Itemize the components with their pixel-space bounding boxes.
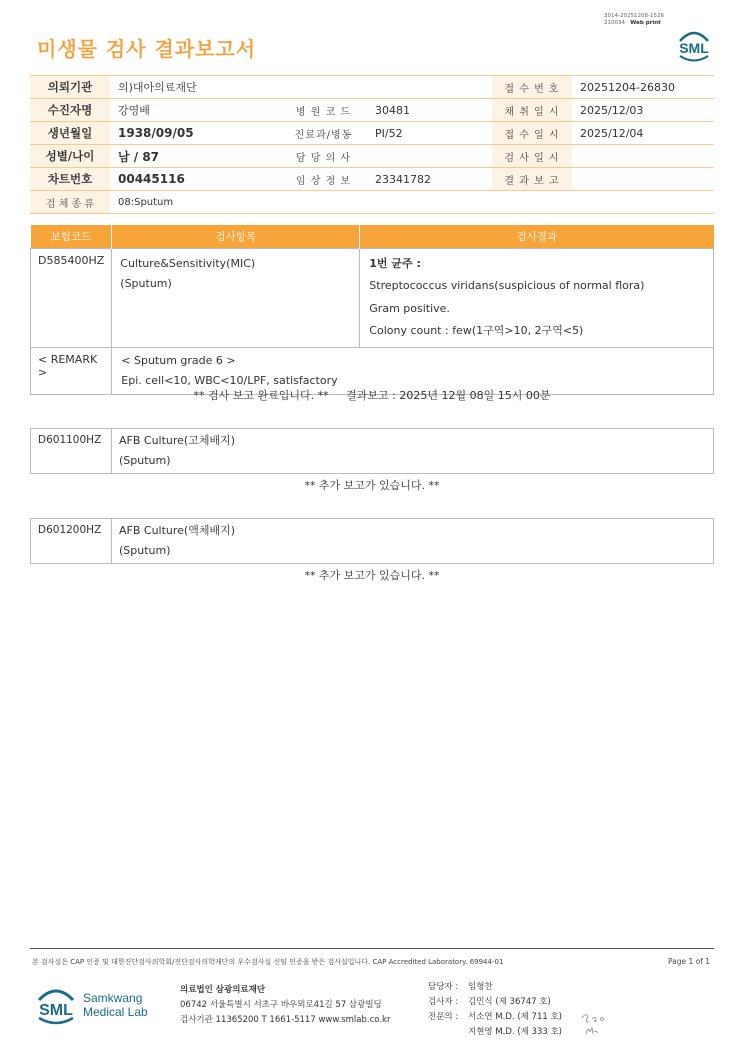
- value-hospital-code: 30481: [367, 99, 492, 122]
- logo-name2: Medical Lab: [83, 1005, 148, 1019]
- result-row: [31, 248, 714, 347]
- certification-text: 본 검사실은 CAP 인증 및 대한진단검사의학회/진단검사의학재단의 우수검사실 신임 인증을 받은 검사실입니다. CAP Accredited Laboratory. 69944-01: [32, 958, 504, 966]
- value-receipt-no: 20251204-26830: [572, 76, 714, 99]
- label-hospital-code: 병 원 코 드: [280, 99, 367, 122]
- result-organism: Streptococcus viridans(suspicious of normal flora): [369, 279, 645, 292]
- label-chart-no: 차트번호: [30, 168, 110, 191]
- staff-role: [428, 1025, 468, 1040]
- staff-name: 임형찬: [468, 982, 493, 992]
- sml-logo-icon: [674, 27, 714, 63]
- value-specimen-type: 08:Sputum: [110, 191, 714, 214]
- logo-text: SML: [679, 40, 709, 56]
- result-table: [30, 225, 714, 395]
- value-birth-date: 1938/09/05: [110, 122, 280, 145]
- result-strain: 1번 균주 :: [369, 256, 421, 270]
- value-patient-name: 강영배: [110, 99, 280, 122]
- afb-liquid-specimen: (Sputum): [119, 544, 171, 557]
- remark-detail: Epi. cell<10, WBC<10/LPF, satisfactory: [121, 373, 338, 387]
- label-test-date: 검 사 일 시: [492, 145, 572, 168]
- afb-liquid-item: AFB Culture(액체배지): [119, 524, 236, 537]
- value-sex-age: 남 / 87: [110, 145, 280, 168]
- staff-role: 검사자 :: [428, 997, 459, 1007]
- afb-liquid-note: ** 추가 보고가 있습니다. **: [304, 569, 440, 582]
- org-name: 의료법인 삼광의료재단: [180, 985, 266, 995]
- org-address: 06742 서울특별시 서초구 바우뫼로41길 57 삼광빌딩: [180, 1000, 382, 1010]
- value-clinical-info: 23341782: [367, 168, 492, 191]
- patient-info-table: [30, 75, 714, 214]
- org-contact: 검사기관 11365200 T 1661-5117 www.smlab.co.kr: [180, 1015, 391, 1025]
- label-doctor: 담 당 의 사: [280, 145, 367, 168]
- label-requester: 의뢰기관: [30, 76, 110, 99]
- label-collection-date: 채 취 일 시: [492, 99, 572, 122]
- label-result-report: 결 과 보 고: [492, 168, 572, 191]
- meta-line1: 3014-20251208-1526: [604, 13, 664, 19]
- label-patient-name: 수진자명: [30, 99, 110, 122]
- svg-text:SML: SML: [39, 1002, 73, 1019]
- top-meta: [604, 13, 664, 26]
- logo-name1: Samkwang: [83, 991, 143, 1005]
- samkwang-logo-icon: [36, 980, 156, 1028]
- result-value: [360, 248, 714, 347]
- afb-solid-specimen: (Sputum): [119, 454, 171, 467]
- staff-row: [428, 980, 562, 995]
- label-specimen-type: 검 체 종 류: [30, 191, 110, 214]
- value-doctor: [367, 145, 492, 168]
- value-receipt-date: 2025/12/04: [572, 122, 714, 145]
- signature-icon: [578, 1008, 618, 1038]
- label-clinical-info: 임 상 정 보: [280, 168, 367, 191]
- label-dept-ward: 진료과/병동: [280, 122, 367, 145]
- meta-line2: 210034: [604, 19, 625, 26]
- result-item-specimen: (Sputum): [120, 276, 172, 290]
- staff-role: 전문의 :: [428, 1012, 459, 1022]
- value-chart-no: 00445116: [110, 168, 280, 191]
- report-title: 미생물 검사 결과보고서: [37, 37, 257, 61]
- afb-liquid-code: D601200HZ: [38, 524, 102, 536]
- value-collection-date: 2025/12/03: [572, 99, 714, 122]
- result-code: D585400HZ: [31, 248, 112, 347]
- value-result-report: [572, 168, 714, 191]
- label-receipt-no: 접 수 번 호: [492, 76, 572, 99]
- staff-name: 김민식 (제 36747 호): [468, 997, 551, 1007]
- meta-web: Web print: [630, 19, 661, 26]
- afb-solid-note: ** 추가 보고가 있습니다. **: [304, 479, 440, 492]
- org-info: [180, 983, 390, 1028]
- staff-name: 서소연 M.D. (제 711 호): [468, 1012, 563, 1022]
- staff-name: 지현영 M.D. (제 333 호): [468, 1027, 563, 1037]
- result-colony: Colony count : few(1구역>10, 2구역<5): [369, 324, 584, 337]
- label-birth-date: 생년월일: [30, 122, 110, 145]
- staff-row: [428, 1010, 562, 1025]
- staff-row: [428, 995, 562, 1010]
- value-dept-ward: PI/52: [367, 122, 492, 145]
- result-item: [112, 248, 360, 347]
- header-insurance-code: 보험코드: [31, 225, 112, 248]
- page-number: Page 1 of 1: [668, 957, 711, 966]
- remark-label: < REMARK >: [31, 347, 112, 394]
- remark-grade: < Sputum grade 6 >: [121, 353, 236, 367]
- afb-solid-item: AFB Culture(고체배지): [119, 434, 236, 447]
- header-test-item: 검사항목: [112, 225, 360, 248]
- afb-liquid-section: [30, 518, 714, 564]
- header-test-result: 검사결과: [360, 225, 714, 248]
- footer-divider: [30, 948, 714, 949]
- afb-solid-section: [30, 428, 714, 474]
- staff-role: 담당자 :: [428, 982, 459, 992]
- result-item-name: Culture&Sensitivity(MIC): [120, 256, 256, 270]
- staff-list: [428, 980, 562, 1040]
- label-sex-age: 성별/나이: [30, 145, 110, 168]
- value-requester: 의)대아의료재단: [110, 76, 492, 99]
- report-complete-note: ** 검사 보고 완료입니다. ** 결과보고 : 2025년 12월 08일 15시 00분: [193, 389, 551, 402]
- staff-row: [428, 1025, 562, 1040]
- result-gram: Gram positive.: [369, 301, 450, 315]
- label-receipt-date: 접 수 일 시: [492, 122, 572, 145]
- value-test-date: [572, 145, 714, 168]
- afb-solid-code: D601100HZ: [38, 434, 102, 446]
